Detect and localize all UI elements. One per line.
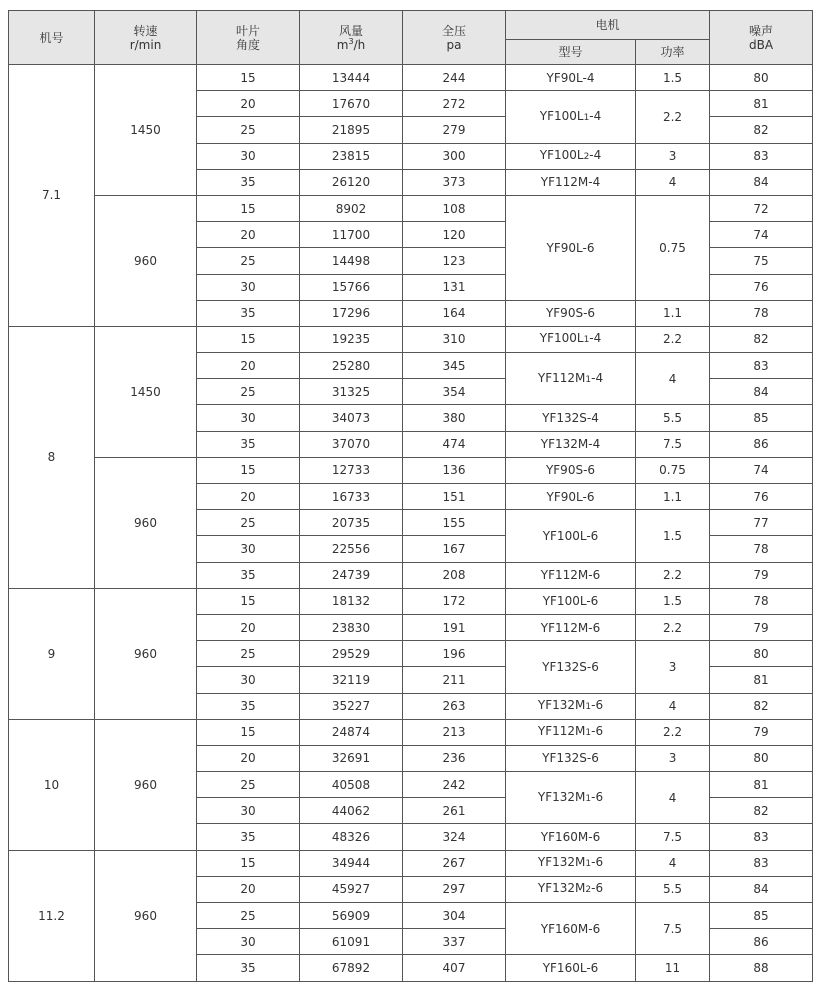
motor-model-subscript: 2 [585,885,592,896]
motor-power-cell: 1.5 [636,510,710,562]
blade-angle-cell: 25 [197,510,300,536]
fan-spec-table-container [8,10,812,982]
pressure-cell: 191 [403,614,506,640]
noise-cell: 82 [710,117,813,143]
pressure-cell: 236 [403,745,506,771]
noise-cell: 80 [710,745,813,771]
blade-angle-cell: 15 [197,457,300,483]
speed-cell: 1450 [95,65,197,196]
speed-cell: 960 [95,719,197,850]
blade-angle-cell: 35 [197,824,300,850]
noise-cell: 88 [710,955,813,981]
noise-cell: 79 [710,614,813,640]
noise-cell: 84 [710,379,813,405]
blade-angle-cell: 30 [197,405,300,431]
header-speed-label: 转速 [133,23,158,38]
header-pressure-unit: pa [446,37,462,52]
motor-model-cell: YF132M-4 [506,431,636,457]
table-row [9,850,813,876]
blade-angle-cell: 25 [197,248,300,274]
blade-angle-cell: 15 [197,65,300,91]
table-row [9,457,813,483]
noise-cell: 82 [710,693,813,719]
blade-angle-cell: 25 [197,117,300,143]
blade-angle-cell: 25 [197,772,300,798]
motor-model-subscript: 1 [585,793,592,804]
pressure-cell: 120 [403,222,506,248]
pressure-cell: 337 [403,929,506,955]
motor-power-cell: 7.5 [636,824,710,850]
header-model-no [9,11,95,65]
noise-cell: 79 [710,719,813,745]
motor-model-cell: YF132S-4 [506,405,636,431]
noise-cell: 81 [710,772,813,798]
motor-power-cell: 2.2 [636,326,710,352]
motor-model-cell: YF160M-6 [506,903,636,955]
header-speed [95,11,197,65]
airflow-cell: 19235 [300,326,403,352]
speed-cell: 1450 [95,326,197,457]
motor-model-subscript: 1 [585,374,592,385]
motor-model-cell: YF100L1-4 [506,326,636,352]
motor-power-cell: 4 [636,169,710,195]
pressure-cell: 263 [403,693,506,719]
pressure-cell: 213 [403,719,506,745]
pressure-cell: 136 [403,457,506,483]
motor-model-cell: YF132S-6 [506,641,636,693]
noise-cell: 72 [710,195,813,221]
noise-cell: 78 [710,300,813,326]
motor-power-cell: 3 [636,143,710,169]
pressure-cell: 208 [403,562,506,588]
airflow-cell: 23830 [300,614,403,640]
airflow-cell: 13444 [300,65,403,91]
airflow-cell: 35227 [300,693,403,719]
blade-angle-cell: 30 [197,274,300,300]
noise-cell: 74 [710,222,813,248]
header-motor [506,11,710,40]
pressure-cell: 167 [403,536,506,562]
airflow-cell: 11700 [300,222,403,248]
airflow-cell: 24739 [300,562,403,588]
speed-cell: 960 [95,850,197,981]
blade-angle-cell: 35 [197,693,300,719]
header-noise-unit: dBA [748,37,774,52]
blade-angle-cell: 15 [197,326,300,352]
blade-angle-cell: 20 [197,91,300,117]
header-airflow-unit-suffix: /h [353,37,366,52]
speed-cell: 960 [95,588,197,719]
airflow-cell: 37070 [300,431,403,457]
airflow-cell: 61091 [300,929,403,955]
blade-angle-cell: 25 [197,903,300,929]
header-noise [710,11,813,65]
model-no-cell: 8 [9,326,95,588]
table-row [9,65,813,91]
motor-model-cell: YF132M1-6 [506,850,636,876]
motor-power-cell: 5.5 [636,405,710,431]
motor-model-cell: YF90L-6 [506,195,636,300]
motor-power-cell: 4 [636,353,710,405]
motor-model-cell: YF160L-6 [506,955,636,981]
motor-power-cell: 4 [636,850,710,876]
airflow-cell: 34073 [300,405,403,431]
motor-model-cell: YF112M-6 [506,614,636,640]
blade-angle-cell: 15 [197,719,300,745]
pressure-cell: 297 [403,876,506,902]
pressure-cell: 242 [403,772,506,798]
noise-cell: 86 [710,929,813,955]
speed-cell: 960 [95,195,197,326]
motor-model-cell: YF132M1-6 [506,693,636,719]
motor-power-cell: 11 [636,955,710,981]
header-airflow-label: 风量 [338,23,363,38]
airflow-cell: 24874 [300,719,403,745]
motor-model-subscript: 1 [585,702,592,713]
blade-angle-cell: 30 [197,667,300,693]
noise-cell: 83 [710,824,813,850]
motor-power-cell: 3 [636,745,710,771]
blade-angle-cell: 25 [197,379,300,405]
airflow-cell: 22556 [300,536,403,562]
airflow-cell: 8902 [300,195,403,221]
blade-angle-cell: 30 [197,143,300,169]
noise-cell: 83 [710,143,813,169]
pressure-cell: 272 [403,91,506,117]
header-motor-model [506,40,636,65]
airflow-cell: 15766 [300,274,403,300]
motor-model-cell: YF112M1-4 [506,353,636,405]
motor-power-cell: 2.2 [636,91,710,143]
noise-cell: 83 [710,353,813,379]
airflow-cell: 67892 [300,955,403,981]
motor-model-cell: YF90S-6 [506,300,636,326]
blade-angle-cell: 15 [197,850,300,876]
airflow-cell: 44062 [300,798,403,824]
header-airflow-unit-base: m [336,37,349,52]
pressure-cell: 300 [403,143,506,169]
header-speed-unit: r/min [129,37,162,52]
motor-power-cell: 4 [636,772,710,824]
blade-angle-cell: 30 [197,929,300,955]
airflow-cell: 23815 [300,143,403,169]
motor-model-cell: YF100L-6 [506,510,636,562]
motor-model-cell: YF160M-6 [506,824,636,850]
table-row [9,719,813,745]
noise-cell: 81 [710,91,813,117]
motor-model-cell: YF100L2-4 [506,143,636,169]
motor-model-cell: YF90L-4 [506,65,636,91]
pressure-cell: 131 [403,274,506,300]
motor-model-cell: YF112M1-6 [506,719,636,745]
pressure-cell: 244 [403,65,506,91]
blade-angle-cell: 20 [197,745,300,771]
motor-power-cell: 2.2 [636,719,710,745]
model-no-cell: 9 [9,588,95,719]
motor-power-cell: 1.5 [636,65,710,91]
airflow-cell: 16733 [300,484,403,510]
airflow-cell: 31325 [300,379,403,405]
motor-power-cell: 1.1 [636,300,710,326]
pressure-cell: 108 [403,195,506,221]
pressure-cell: 151 [403,484,506,510]
noise-cell: 81 [710,667,813,693]
airflow-cell: 32691 [300,745,403,771]
motor-model-cell: YF132M1-6 [506,772,636,824]
motor-power-cell: 7.5 [636,903,710,955]
airflow-cell: 34944 [300,850,403,876]
pressure-cell: 407 [403,955,506,981]
header-pressure-label: 全压 [441,23,466,38]
header-blade-angle-line2: 角度 [235,37,260,52]
pressure-cell: 261 [403,798,506,824]
motor-model-cell: YF90S-6 [506,457,636,483]
motor-power-cell: 2.2 [636,614,710,640]
airflow-cell: 25280 [300,353,403,379]
pressure-cell: 279 [403,117,506,143]
airflow-cell: 45927 [300,876,403,902]
blade-angle-cell: 35 [197,955,300,981]
motor-model-cell: YF112M-4 [506,169,636,195]
speed-cell: 960 [95,457,197,588]
blade-angle-cell: 20 [197,614,300,640]
pressure-cell: 474 [403,431,506,457]
pressure-cell: 196 [403,641,506,667]
blade-angle-cell: 20 [197,353,300,379]
header-noise-label: 噪声 [749,23,774,38]
airflow-cell: 26120 [300,169,403,195]
header-model-no-label: 机号 [39,30,64,45]
pressure-cell: 373 [403,169,506,195]
pressure-cell: 211 [403,667,506,693]
header-motor-model-label: 型号 [558,45,583,59]
blade-angle-cell: 20 [197,876,300,902]
noise-cell: 82 [710,798,813,824]
noise-cell: 84 [710,169,813,195]
airflow-cell: 56909 [300,903,403,929]
noise-cell: 74 [710,457,813,483]
blade-angle-cell: 35 [197,300,300,326]
pressure-cell: 304 [403,903,506,929]
pressure-cell: 310 [403,326,506,352]
noise-cell: 77 [710,510,813,536]
noise-cell: 82 [710,326,813,352]
motor-power-cell: 0.75 [636,457,710,483]
noise-cell: 79 [710,562,813,588]
blade-angle-cell: 30 [197,798,300,824]
model-no-cell: 11.2 [9,850,95,981]
blade-angle-cell: 35 [197,562,300,588]
motor-model-cell: YF100L1-4 [506,91,636,143]
blade-angle-cell: 20 [197,484,300,510]
noise-cell: 83 [710,850,813,876]
pressure-cell: 164 [403,300,506,326]
airflow-cell: 14498 [300,248,403,274]
airflow-cell: 17296 [300,300,403,326]
header-pressure [403,11,506,65]
noise-cell: 80 [710,65,813,91]
motor-power-cell: 3 [636,641,710,693]
header-motor-power [636,40,710,65]
motor-model-subscript: 2 [583,152,590,163]
noise-cell: 85 [710,405,813,431]
header-motor-power-label: 功率 [660,45,685,59]
pressure-cell: 123 [403,248,506,274]
noise-cell: 78 [710,536,813,562]
model-no-cell: 7.1 [9,65,95,327]
motor-model-cell: YF112M-6 [506,562,636,588]
motor-model-subscript: 1 [585,859,592,870]
motor-power-cell: 1.5 [636,588,710,614]
airflow-cell: 32119 [300,667,403,693]
motor-power-cell: 1.1 [636,484,710,510]
motor-model-subscript: 1 [583,112,590,123]
airflow-cell: 17670 [300,91,403,117]
header-airflow-unit [300,38,402,52]
motor-model-subscript: 1 [585,728,592,739]
pressure-cell: 354 [403,379,506,405]
motor-model-cell: YF132S-6 [506,745,636,771]
header-airflow-unit-exponent: 3 [348,36,354,46]
pressure-cell: 172 [403,588,506,614]
table-row [9,195,813,221]
table-body [9,65,813,982]
airflow-cell: 29529 [300,641,403,667]
pressure-cell: 267 [403,850,506,876]
noise-cell: 76 [710,274,813,300]
blade-angle-cell: 25 [197,641,300,667]
pressure-cell: 324 [403,824,506,850]
blade-angle-cell: 15 [197,195,300,221]
airflow-cell: 20735 [300,510,403,536]
pressure-cell: 345 [403,353,506,379]
noise-cell: 75 [710,248,813,274]
noise-cell: 80 [710,641,813,667]
motor-model-subscript: 1 [583,335,590,346]
table-row [9,326,813,352]
noise-cell: 78 [710,588,813,614]
header-motor-label: 电机 [595,18,620,32]
table-row [9,588,813,614]
blade-angle-cell: 20 [197,222,300,248]
airflow-cell: 12733 [300,457,403,483]
pressure-cell: 380 [403,405,506,431]
airflow-cell: 48326 [300,824,403,850]
blade-angle-cell: 15 [197,588,300,614]
noise-cell: 86 [710,431,813,457]
airflow-cell: 21895 [300,117,403,143]
motor-power-cell: 7.5 [636,431,710,457]
motor-power-cell: 2.2 [636,562,710,588]
blade-angle-cell: 30 [197,536,300,562]
noise-cell: 85 [710,903,813,929]
motor-power-cell: 5.5 [636,876,710,902]
motor-power-cell: 4 [636,693,710,719]
model-no-cell: 10 [9,719,95,850]
motor-model-cell: YF90L-6 [506,484,636,510]
motor-model-cell: YF132M2-6 [506,876,636,902]
header-airflow [300,11,403,65]
fan-spec-table [8,10,813,982]
airflow-cell: 40508 [300,772,403,798]
motor-model-cell: YF100L-6 [506,588,636,614]
blade-angle-cell: 35 [197,431,300,457]
airflow-cell: 18132 [300,588,403,614]
table-header [9,11,813,65]
noise-cell: 84 [710,876,813,902]
header-blade-angle-line1: 叶片 [235,23,260,38]
pressure-cell: 155 [403,510,506,536]
motor-power-cell: 0.75 [636,195,710,300]
blade-angle-cell: 35 [197,169,300,195]
header-blade-angle [197,11,300,65]
noise-cell: 76 [710,484,813,510]
